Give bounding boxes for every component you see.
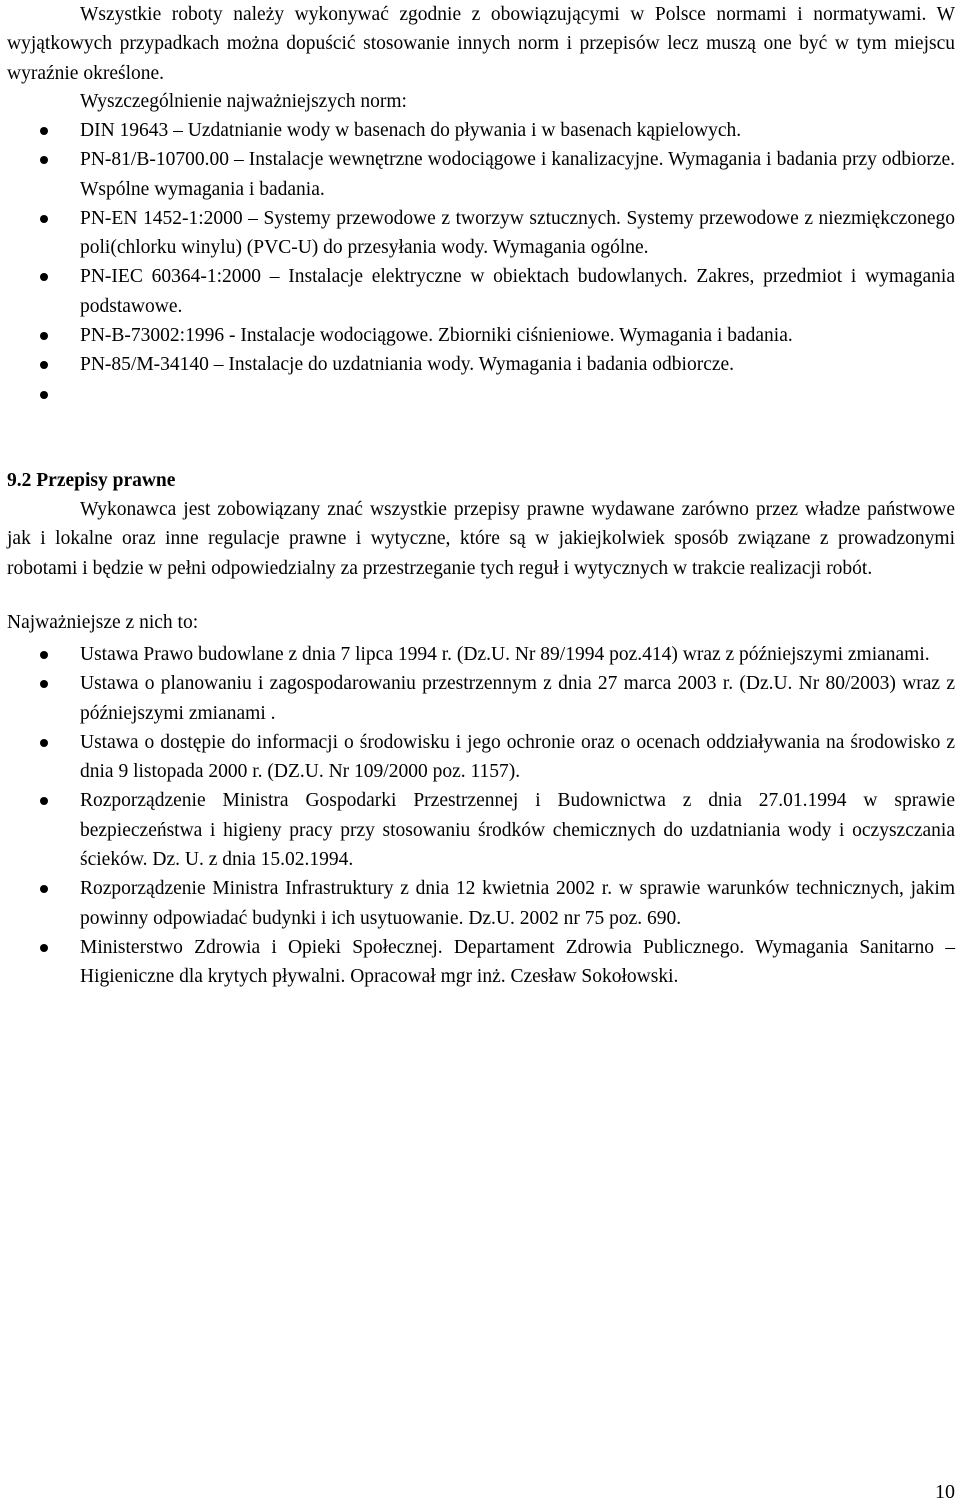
bullet-icon <box>40 680 48 688</box>
norm-text: DIN 19643 – Uzdatnianie wody w basenach do pływania i w basenach kąpielowych. <box>80 120 742 141</box>
law-text: Ustawa o dostępie do informacji o środowisku i jego ochronie oraz o ocenach oddziaływania na środowisko z dnia 9 listopada 2000 r. (DZ.U. Nr 109/2000 poz. 1157). <box>80 731 955 783</box>
bullet-icon <box>40 885 48 893</box>
law-text: Ustawa o planowaniu i zagospodarowaniu przestrzennym z dnia 27 marca 2003 r. (Dz.U. Nr 80/2003) wraz z późniejszymi zmianami . <box>80 673 955 724</box>
law-text: Ministerstwo Zdrowia i Opieki Społecznej. Departament Zdrowia Publicznego. Wymagania Sanitarno – Higieniczne dla krytych pływalni. Opracował mgr inż. Czesław Sokołowski. <box>80 936 955 988</box>
law-text: Rozporządzenie Ministra Infrastruktury z dnia 12 kwietnia 2002 r. w sprawie warunków technicznych, jakim powinny odpowiadać budynki i ich usytuowanie. Dz.U. 2002 nr 75 poz. 690. <box>80 878 955 929</box>
law-text: Ustawa Prawo budowlane z dnia 7 lipca 1994 r. (Dz.U. Nr 89/1994 poz.414) wraz z późniejszymi zmianami. <box>80 644 930 665</box>
bullet-icon <box>40 361 48 369</box>
list-item <box>0 380 955 409</box>
norm-text: PN-81/B-10700.00 – Instalacje wewnętrzne wodociągowe i kanalizacyjne. Wymagania i badania przy odbiorze. Wspólne wymagania i badania. <box>80 149 955 200</box>
bullet-icon <box>40 651 48 659</box>
laws-list <box>0 640 955 992</box>
list-item <box>0 640 955 669</box>
list-item <box>0 204 955 263</box>
section-paragraph: Wykonawca jest zobowiązany znać wszystkie przepisy prawne wydawane zarówno przez władze państwowe jak i lokalne oraz inne regulacje prawne i wytyczne, które są w jakiejkolwiek sposób związane z prowadzonymi robotami i będzie w pełni odpowiedzialny za przestrzeganie tych reguł i wytycznych w trakcie realizacji robót. <box>7 499 955 579</box>
norms-label: Wyszczególnienie najważniejszych norm: <box>80 91 407 112</box>
list-item <box>0 116 955 145</box>
bullet-icon <box>40 273 48 281</box>
intro-paragraph: Wszystkie roboty należy wykonywać zgodnie z obowiązującymi w Polsce normami i normatywami. W wyjątkowych przypadkach można dopuścić stosowanie innych norm i przepisów lecz muszą one być w tym miejscu wyraźnie określone. <box>7 4 955 84</box>
page-number: 10 <box>935 1481 955 1503</box>
norm-text: PN-IEC 60364-1:2000 – Instalacje elektryczne w obiektach budowlanych. Zakres, przedmiot i wymagania podstawowe. <box>80 266 955 317</box>
list-item <box>0 145 955 204</box>
bullet-icon <box>40 332 48 340</box>
list-item <box>0 728 955 787</box>
bullet-icon <box>40 944 48 952</box>
list-item <box>0 933 955 992</box>
list-item <box>0 786 955 874</box>
list-item <box>0 669 955 728</box>
list-item <box>0 321 955 350</box>
bullet-icon <box>40 127 48 135</box>
norm-text: PN-B-73002:1996 - Instalacje wodociągowe. Zbiorniki ciśnieniowe. Wymagania i badania. <box>80 325 793 347</box>
section-heading: 9.2 Przepisy prawne <box>7 470 176 491</box>
norm-text: PN-85/M-34140 – Instalacje do uzdatniania wody. Wymagania i badania odbiorcze. <box>80 354 735 376</box>
norm-text: PN-EN 1452-1:2000 – Systemy przewodowe z tworzyw sztucznych. Systemy przewodowe z niezmiękczonego poli(chlorku winylu) (PVC-U) do przesyłania wody. Wymagania ogólne. <box>80 207 955 259</box>
law-text: Rozporządzenie Ministra Gospodarki Przestrzennej i Budownictwa z dnia 27.01.1994 w sprawie bezpieczeństwa i higieny pracy przy stosowaniu środków chemicznych do uzdatniania wody i oczyszczania ścieków. Dz. U. z dnia 15.02.1994. <box>80 790 955 871</box>
bullet-icon <box>40 391 48 399</box>
bullet-icon <box>40 215 48 223</box>
list-item <box>0 350 955 379</box>
laws-label: Najważniejsze z nich to: <box>7 612 199 633</box>
list-item <box>0 262 955 321</box>
bullet-icon <box>40 797 48 805</box>
norms-list <box>0 116 955 409</box>
bullet-icon <box>40 739 48 747</box>
list-item <box>0 874 955 933</box>
bullet-icon <box>40 156 48 164</box>
